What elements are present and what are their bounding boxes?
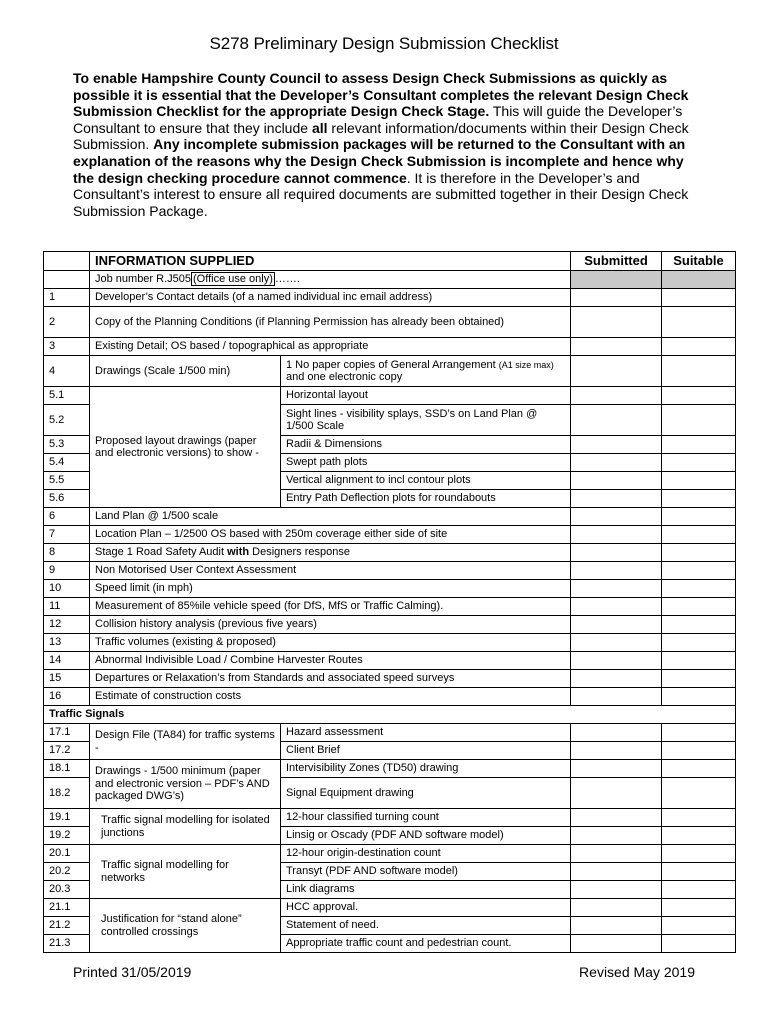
suitable-checkbox[interactable] xyxy=(662,387,736,405)
table-row: 15 Departures or Relaxation’s from Standards and associated speed surveys xyxy=(44,670,736,688)
intro-text-2: relevant information/documents within their Design Check Submission. xyxy=(73,119,689,153)
header-submitted: Submitted xyxy=(571,252,662,271)
submitted-checkbox[interactable] xyxy=(571,778,662,809)
table-row: 21.3 Appropriate traffic count and pedestrian count. xyxy=(44,935,736,953)
table-row: 1 Developer’s Contact details (of a named individual inc email address) xyxy=(44,289,736,307)
suitable-checkbox[interactable] xyxy=(662,881,736,899)
submitted-checkbox[interactable] xyxy=(571,760,662,778)
suitable-checkbox[interactable] xyxy=(662,508,736,526)
table-row: 20.1 Traffic signal modelling for networks 12-hour origin-destination count xyxy=(44,845,736,863)
suitable-checkbox[interactable] xyxy=(662,688,736,706)
submitted-checkbox[interactable] xyxy=(571,742,662,760)
submitted-checkbox[interactable] xyxy=(571,490,662,508)
table-row: 3 Existing Detail; OS based / topographical as appropriate xyxy=(44,338,736,356)
intro-paragraph xyxy=(73,70,703,219)
page-title: S278 Preliminary Design Submission Checklist xyxy=(209,34,559,53)
submitted-checkbox[interactable] xyxy=(571,454,662,472)
suitable-checkbox xyxy=(662,271,736,289)
office-use-only: (Office use only) xyxy=(193,273,273,286)
table-row: 14 Abnormal Indivisible Load / Combine Harvester Routes xyxy=(44,652,736,670)
table-row: 17.1 Design File (TA84) for traffic systems - Hazard assessment xyxy=(44,724,736,742)
table-row: 20.2 Transyt (PDF AND software model) xyxy=(44,863,736,881)
group-label-stand-alone-crossings: Justification for “stand alone” controlled crossings xyxy=(90,899,281,953)
footer-revised-date: Revised May 2019 xyxy=(579,964,695,980)
table-row: 4 Drawings (Scale 1/500 min) 1 No paper copies of General Arrangement (A1 size max) and one electronic copy xyxy=(44,356,736,387)
submitted-checkbox[interactable] xyxy=(571,881,662,899)
suitable-checkbox[interactable] xyxy=(662,778,736,809)
table-row: 18.2 Signal Equipment drawing xyxy=(44,778,736,809)
submitted-checkbox[interactable] xyxy=(571,338,662,356)
suitable-checkbox[interactable] xyxy=(662,863,736,881)
suitable-checkbox[interactable] xyxy=(662,580,736,598)
suitable-checkbox[interactable] xyxy=(662,670,736,688)
submitted-checkbox[interactable] xyxy=(571,508,662,526)
intro-bold-3: Any incomplete submission packages will be returned to the Consultant with an explanation of the reasons why the Design Check Submission is incomplete and hence why the design checking procedure cannot commence xyxy=(73,136,686,186)
table-row: 9 Non Motorised User Context Assessment xyxy=(44,562,736,580)
group-label-proposed-layout: Proposed layout drawings (paper and electronic versions) to show - xyxy=(90,387,281,508)
submitted-checkbox[interactable] xyxy=(571,652,662,670)
section-heading: Traffic Signals xyxy=(44,706,736,724)
submitted-checkbox[interactable] xyxy=(571,935,662,953)
submitted-checkbox[interactable] xyxy=(571,526,662,544)
intro-bold-1: To enable Hampshire County Council to assess Design Check Submissions as quickly as possible it is essential that the Developer’s Consultant completes the relevant Design Check Submission Checklist for the appropriate Design Check Stage. xyxy=(73,70,689,120)
suitable-checkbox[interactable] xyxy=(662,405,736,436)
suitable-checkbox[interactable] xyxy=(662,935,736,953)
suitable-checkbox[interactable] xyxy=(662,634,736,652)
submitted-checkbox[interactable] xyxy=(571,356,662,387)
submitted-checkbox[interactable] xyxy=(571,845,662,863)
table-row: 12 Collision history analysis (previous five years) xyxy=(44,616,736,634)
table-row: 21.1 Justification for “stand alone” controlled crossings HCC approval. xyxy=(44,899,736,917)
header-information-supplied: INFORMATION SUPPLIED xyxy=(90,252,571,271)
job-number-cell: Job number R.J505 (Office use only) ……. xyxy=(90,271,571,289)
suitable-checkbox[interactable] xyxy=(662,544,736,562)
submitted-checkbox xyxy=(571,271,662,289)
table-row: 5.1 Proposed layout drawings (paper and electronic versions) to show - Horizontal layout xyxy=(44,387,736,405)
submitted-checkbox[interactable] xyxy=(571,917,662,935)
header-num-cell xyxy=(44,252,90,271)
job-number-row xyxy=(44,271,736,289)
submitted-checkbox[interactable] xyxy=(571,580,662,598)
suitable-checkbox[interactable] xyxy=(662,616,736,634)
suitable-checkbox[interactable] xyxy=(662,760,736,778)
table-row: 17.2 Client Brief xyxy=(44,742,736,760)
suitable-checkbox[interactable] xyxy=(662,652,736,670)
submitted-checkbox[interactable] xyxy=(571,724,662,742)
submitted-checkbox[interactable] xyxy=(571,387,662,405)
suitable-checkbox[interactable] xyxy=(662,526,736,544)
table-row: 16 Estimate of construction costs xyxy=(44,688,736,706)
submitted-checkbox[interactable] xyxy=(571,899,662,917)
submitted-checkbox[interactable] xyxy=(571,472,662,490)
submitted-checkbox[interactable] xyxy=(571,688,662,706)
suitable-checkbox[interactable] xyxy=(662,307,736,338)
submitted-checkbox[interactable] xyxy=(571,436,662,454)
suitable-checkbox[interactable] xyxy=(662,899,736,917)
table-row: 5.5 Vertical alignment to incl contour plots xyxy=(44,472,736,490)
intro-text-1: This will guide the Developer’s Consultant to ensure that they include xyxy=(73,103,683,136)
submitted-checkbox[interactable] xyxy=(571,863,662,881)
table-row: 18.1 Drawings - 1/500 minimum (paper and electronic version – PDF’s AND packaged DWG’s) Intervisibility Zones (TD50) drawing xyxy=(44,760,736,778)
suitable-checkbox[interactable] xyxy=(662,490,736,508)
suitable-checkbox[interactable] xyxy=(662,289,736,307)
table-row: 5.2 Sight lines - visibility splays, SSD’s on Land Plan @ 1/500 Scale xyxy=(44,405,736,436)
table-row: 5.3 Radii & Dimensions xyxy=(44,436,736,454)
table-row: 10 Speed limit (in mph) xyxy=(44,580,736,598)
submitted-checkbox[interactable] xyxy=(571,670,662,688)
submitted-checkbox[interactable] xyxy=(571,634,662,652)
table-row: 6 Land Plan @ 1/500 scale xyxy=(44,508,736,526)
table-row: 7 Location Plan – 1/2500 OS based with 250m coverage either side of site xyxy=(44,526,736,544)
suitable-checkbox[interactable] xyxy=(662,562,736,580)
table-row: 20.3 Link diagrams xyxy=(44,881,736,899)
footer-printed-date: Printed 31/05/2019 xyxy=(73,964,192,980)
table-row: 13 Traffic volumes (existing & proposed) xyxy=(44,634,736,652)
suitable-checkbox[interactable] xyxy=(662,742,736,760)
suitable-checkbox[interactable] xyxy=(662,809,736,827)
checklist-table xyxy=(43,251,736,953)
intro-bold-2: all xyxy=(311,119,328,136)
table-row: 19.2 Linsig or Oscady (PDF AND software model) xyxy=(44,827,736,845)
table-header-row xyxy=(44,252,736,271)
submitted-checkbox[interactable] xyxy=(571,307,662,338)
suitable-checkbox[interactable] xyxy=(662,917,736,935)
submitted-checkbox[interactable] xyxy=(571,616,662,634)
submitted-checkbox[interactable] xyxy=(571,405,662,436)
suitable-checkbox[interactable] xyxy=(662,436,736,454)
submitted-checkbox[interactable] xyxy=(571,562,662,580)
suitable-checkbox[interactable] xyxy=(662,845,736,863)
group-label-design-file: Design File (TA84) for traffic systems - xyxy=(90,724,281,760)
submitted-checkbox[interactable] xyxy=(571,809,662,827)
suitable-checkbox[interactable] xyxy=(662,454,736,472)
submitted-checkbox[interactable] xyxy=(571,544,662,562)
suitable-checkbox[interactable] xyxy=(662,598,736,616)
suitable-checkbox[interactable] xyxy=(662,356,736,387)
submitted-checkbox[interactable] xyxy=(571,598,662,616)
suitable-checkbox[interactable] xyxy=(662,724,736,742)
group-label-networks: Traffic signal modelling for networks xyxy=(90,845,281,899)
group-label-isolated-junctions: Traffic signal modelling for isolated junctions xyxy=(90,809,281,845)
table-row: 5.4 Swept path plots xyxy=(44,454,736,472)
suitable-checkbox[interactable] xyxy=(662,338,736,356)
section-row-traffic-signals xyxy=(44,706,736,724)
table-row: 21.2 Statement of need. xyxy=(44,917,736,935)
table-row: 8 Stage 1 Road Safety Audit with Designers response xyxy=(44,544,736,562)
submitted-checkbox[interactable] xyxy=(571,827,662,845)
suitable-checkbox[interactable] xyxy=(662,472,736,490)
intro-text-3: . It is therefore in the Developer’s and Consultant’s interest to ensure all required documents are submitted together in their Design Check Submission Package. xyxy=(73,169,689,219)
table-row: 11 Measurement of 85%ile vehicle speed (for DfS, MfS or Traffic Calming). xyxy=(44,598,736,616)
submitted-checkbox[interactable] xyxy=(571,289,662,307)
header-suitable: Suitable xyxy=(662,252,736,271)
table-row: 2 Copy of the Planning Conditions (if Planning Permission has already been obtained) xyxy=(44,307,736,338)
suitable-checkbox[interactable] xyxy=(662,827,736,845)
table-row: 5.6 Entry Path Deflection plots for roundabouts xyxy=(44,490,736,508)
group-label-drawings: Drawings - 1/500 minimum (paper and electronic version – PDF’s AND packaged DWG’s) xyxy=(90,760,281,809)
table-row: 19.1 Traffic signal modelling for isolated junctions 12-hour classified turning count xyxy=(44,809,736,827)
